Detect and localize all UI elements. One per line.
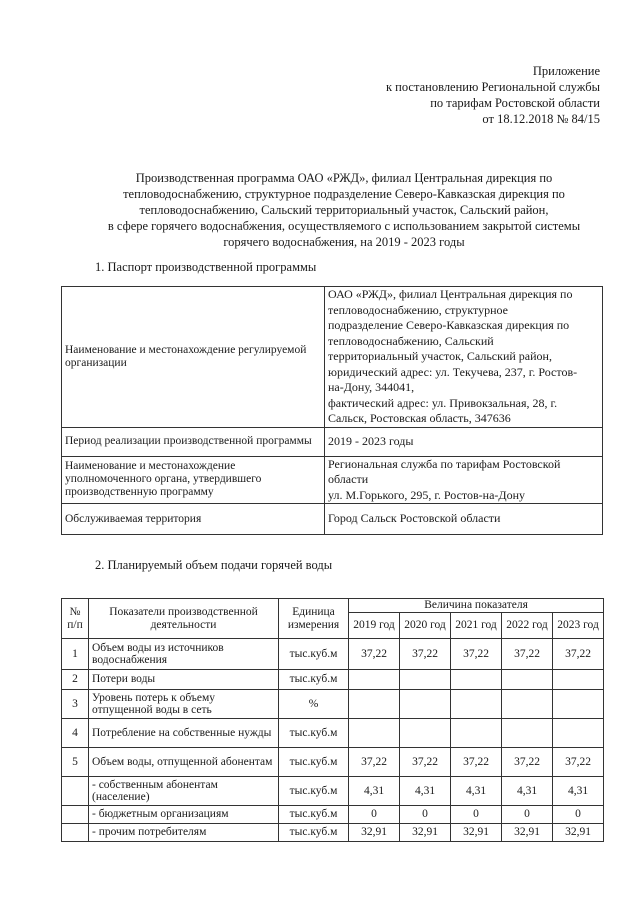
row-value: 4,31 (349, 777, 400, 806)
title-line: в сфере горячего водоснабжения, осуществляемого с использованием закрытой системы (107, 219, 581, 233)
row-unit: тыс.куб.м (279, 806, 349, 824)
table-row (62, 690, 604, 719)
row-num (62, 806, 89, 824)
row-value: 37,22 (553, 748, 604, 777)
value-line: тепловодоснабжению, Сальский (328, 333, 494, 348)
passport-value (325, 287, 603, 428)
row-value (400, 719, 451, 748)
row-value: 0 (400, 806, 451, 824)
row-indicator: - бюджетным организациям (89, 806, 279, 824)
passport-row (62, 427, 603, 456)
row-unit: тыс.куб.м (279, 748, 349, 777)
row-value: 32,91 (349, 824, 400, 842)
value-line: тепловодоснабжению, структурное (328, 302, 508, 317)
section-heading-volume: 2. Планируемый объем подачи горячей воды (95, 558, 333, 572)
row-num (62, 777, 89, 806)
header-year: 2022 год (502, 613, 553, 639)
table-row (62, 824, 604, 842)
passport-row (62, 504, 603, 535)
row-indicator: - прочим потребителям (89, 824, 279, 842)
row-value (502, 690, 553, 719)
table-row (62, 777, 604, 806)
header-num: № п/п (62, 599, 89, 639)
row-indicator: Объем воды, отпущенной абонентам (89, 748, 279, 777)
appendix-block (386, 63, 600, 127)
table-row (62, 639, 604, 670)
row-indicator: - собственным абонентам (население) (89, 777, 279, 806)
title-line: тепловодоснабжению, структурное подразделение Северо-Кавказская дирекция по (123, 187, 565, 201)
row-unit: тыс.куб.м (279, 719, 349, 748)
header-unit: Единица измерения (279, 599, 349, 639)
title-line: горячего водоснабжения, на 2019 - 2023 годы (223, 235, 465, 249)
row-value (349, 690, 400, 719)
row-value: 0 (553, 806, 604, 824)
header-year: 2020 год (400, 613, 451, 639)
row-value: 37,22 (451, 748, 502, 777)
row-value (400, 690, 451, 719)
table-row (62, 806, 604, 824)
table-row (62, 670, 604, 690)
row-indicator: Потребление на собственные нужды (89, 719, 279, 748)
appendix-line: по тарифам Ростовской области (430, 96, 600, 110)
row-value: 32,91 (400, 824, 451, 842)
header-year: 2021 год (451, 613, 502, 639)
row-unit: % (279, 690, 349, 719)
value-line: юридический адрес: ул. Текучева, 237, г. Ростов- (328, 364, 578, 379)
row-value: 0 (502, 806, 553, 824)
section-heading-passport: 1. Паспорт производственной программы (95, 260, 317, 274)
header-year: 2023 год (553, 613, 604, 639)
row-value: 4,31 (502, 777, 553, 806)
passport-label: Период реализации производственной программы (62, 427, 325, 456)
row-value: 37,22 (502, 639, 553, 670)
header-year: 2019 год (349, 613, 400, 639)
value-line: Сальск, Ростовская область, 347636 (328, 411, 511, 425)
row-indicator: Объем воды из источников водоснабжения (89, 639, 279, 670)
document-title (64, 170, 624, 250)
row-value (400, 670, 451, 690)
row-num: 2 (62, 670, 89, 690)
passport-label: Обслуживаемая территория (62, 504, 325, 535)
row-value: 4,31 (553, 777, 604, 806)
passport-value (325, 504, 603, 535)
passport-table (61, 286, 603, 535)
row-value: 32,91 (451, 824, 502, 842)
volume-table (61, 598, 604, 842)
row-num: 5 (62, 748, 89, 777)
appendix-line: от 18.12.2018 № 84/15 (482, 112, 600, 126)
passport-row (62, 287, 603, 428)
appendix-line: к постановлению Региональной службы (385, 80, 600, 94)
row-num: 3 (62, 690, 89, 719)
row-unit: тыс.куб.м (279, 824, 349, 842)
row-unit: тыс.куб.м (279, 639, 349, 670)
row-value: 37,22 (400, 748, 451, 777)
passport-value (325, 427, 603, 456)
row-value: 37,22 (553, 639, 604, 670)
value-line: Региональная служба по тарифам Ростовской области (328, 456, 561, 486)
row-value (502, 719, 553, 748)
passport-label: Наименование и местонахождение уполномоченного органа, утвердившего производственную программу (62, 456, 325, 504)
row-value: 32,91 (502, 824, 553, 842)
row-num (62, 824, 89, 842)
passport-label: Наименование и местонахождение регулируемой организации (62, 287, 325, 428)
passport-row (62, 456, 603, 504)
row-value: 4,31 (451, 777, 502, 806)
row-num: 1 (62, 639, 89, 670)
row-value (349, 719, 400, 748)
appendix-line: Приложение (532, 64, 600, 78)
row-value: 0 (349, 806, 400, 824)
row-value: 32,91 (553, 824, 604, 842)
row-value: 37,22 (349, 748, 400, 777)
row-value: 4,31 (400, 777, 451, 806)
row-value: 37,22 (502, 748, 553, 777)
row-value (502, 670, 553, 690)
title-line: Производственная программа ОАО «РЖД», филиал Центральная дирекция по (135, 171, 553, 185)
title-line: тепловодоснабжению, Сальский территориальный участок, Сальский район, (139, 203, 549, 217)
row-indicator: Уровень потерь к объему отпущенной воды в сеть (89, 690, 279, 719)
value-line: Город Сальск Ростовской области (328, 511, 501, 526)
row-value: 37,22 (349, 639, 400, 670)
row-value: 0 (451, 806, 502, 824)
value-line: ОАО «РЖД», филиал Центральная дирекция по (328, 287, 573, 301)
row-value (553, 690, 604, 719)
value-line: ул. М.Горького, 295, г. Ростов-на-Дону (328, 487, 525, 502)
row-value (553, 719, 604, 748)
header-value-group: Величина показателя (349, 599, 604, 613)
value-line: на-Дону, 344041, (328, 380, 415, 394)
row-num: 4 (62, 719, 89, 748)
row-value: 37,22 (451, 639, 502, 670)
row-value (553, 670, 604, 690)
header-indicator: Показатели производственной деятельности (89, 599, 279, 639)
row-value (451, 670, 502, 690)
table-row (62, 748, 604, 777)
row-value (451, 719, 502, 748)
row-value (451, 690, 502, 719)
value-line: фактический адрес: ул. Привокзальная, 28, г. (328, 395, 558, 410)
row-unit: тыс.куб.м (279, 777, 349, 806)
value-line: 2019 - 2023 годы (328, 433, 414, 448)
row-value (349, 670, 400, 690)
value-line: территориальный участок, Сальский район, (328, 349, 552, 363)
row-unit: тыс.куб.м (279, 670, 349, 690)
row-value: 37,22 (400, 639, 451, 670)
row-indicator: Потери воды (89, 670, 279, 690)
value-line: подразделение Северо-Кавказская дирекция по (328, 318, 570, 332)
table-row (62, 719, 604, 748)
passport-value (325, 456, 603, 504)
